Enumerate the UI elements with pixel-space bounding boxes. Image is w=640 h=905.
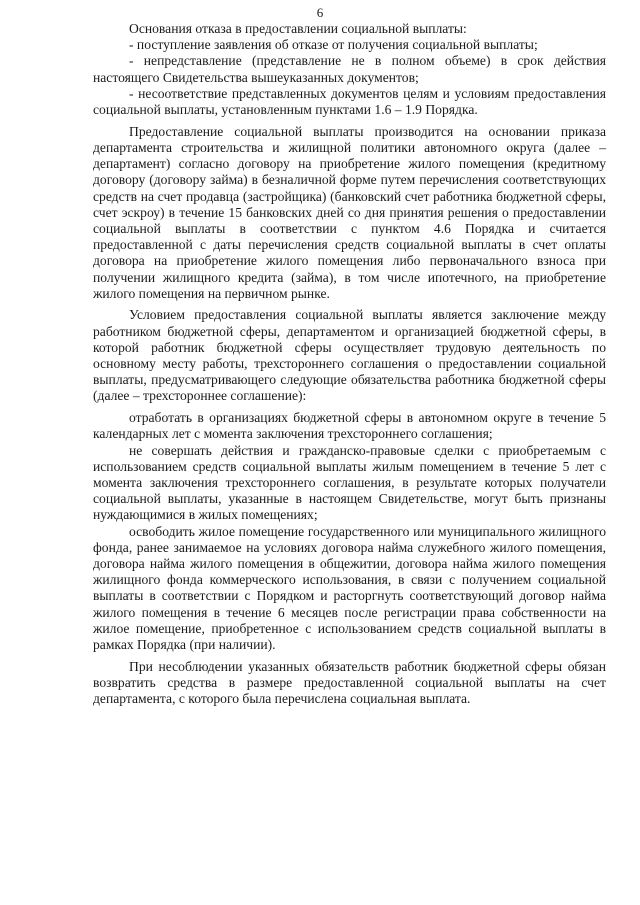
obligation-item: освободить жилое помещение государственного или муниципального жилищного фонда, ранее занимаемое на условиях договора найма служебного жилого помещения, договора найма жилого помещения в общежитии, договора найма жилого помещения жилищного фонда коммерческого использования, в связи с получением социальной выплаты в соответствии с Порядком и расторгнуть соответствующий договор найма жилого помещения в течение 6 месяцев после регистрации права собственности на жилое помещение, приобретенное с использованием средств социальной выплаты в рамках Порядка (при наличии).: [93, 523, 606, 653]
payment-paragraph: Предоставление социальной выплаты производится на основании приказа департамента строительства и жилищной политики автономного округа (далее – департамент) согласно договору на приобретение жилого помещения (кредитному договору (договору займа) в безналичной форме путем перечисления соответствующих средств на счет продавца (застройщика) (банковский счет работника бюджетной сферы, счет эскроу) в течение 15 банковских дней со дня принятия решения о предоставлении социальной выплаты в соответствии с пунктом 4.6 Порядка и считается предоставленной с даты перечисления средств социальной выплаты в счет оплаты договора на приобретение жилого помещения либо первоначального взноса при получении жилищного кредита (займа), в том числе ипотечного, на приобретение жилого помещения на первичном рынке.: [93, 123, 606, 301]
refusal-grounds-heading: Основания отказа в предоставлении социальной выплаты:: [129, 21, 467, 36]
refusal-ground-item: - непредставление (представление не в полном объеме) в срок действия настоящего Свидетельства вышеуказанных документов;: [93, 53, 606, 85]
page-number: 6: [316, 5, 324, 20]
obligation-item: отработать в организациях бюджетной сферы в автономном округе в течение 5 календарных лет с момента заключения трехстороннего соглашения;: [93, 410, 606, 442]
refusal-ground-item: - поступление заявления об отказе от получения социальной выплаты;: [129, 37, 538, 53]
obligation-item: не совершать действия и гражданско-правовые сделки с приобретаемым с использованием средств социальной выплаты жилым помещением в течение 5 лет с момента заключения трехстороннего соглашения, в результате которых получатели социальной выплаты, указанные в настоящем Свидетельстве, могут быть признаны нуждающимися в жилых помещениях;: [93, 442, 606, 523]
document-body: [93, 21, 606, 707]
refund-paragraph: При несоблюдении указанных обязательств работник бюджетной сферы обязан возвратить средства в размере предоставленной социальной выплаты на счет департамента, с которого была перечислена социальная выплата.: [93, 658, 606, 707]
refusal-ground-item: - несоответствие представленных документов целям и условиям предоставления социальной выплаты, установленным пунктами 1.6 – 1.9 Порядка.: [93, 85, 606, 118]
condition-paragraph: Условием предоставления социальной выплаты является заключение между работником бюджетной сферы, департаментом и организацией бюджетной сферы, в которой работник бюджетной сферы осуществляет трудовую деятельность по основному месту работы, трехстороннего соглашения о предоставлении социальной выплаты, предусматривающего следующие обязательства работника бюджетной сферы (далее – трехстороннее соглашение):: [93, 307, 606, 404]
